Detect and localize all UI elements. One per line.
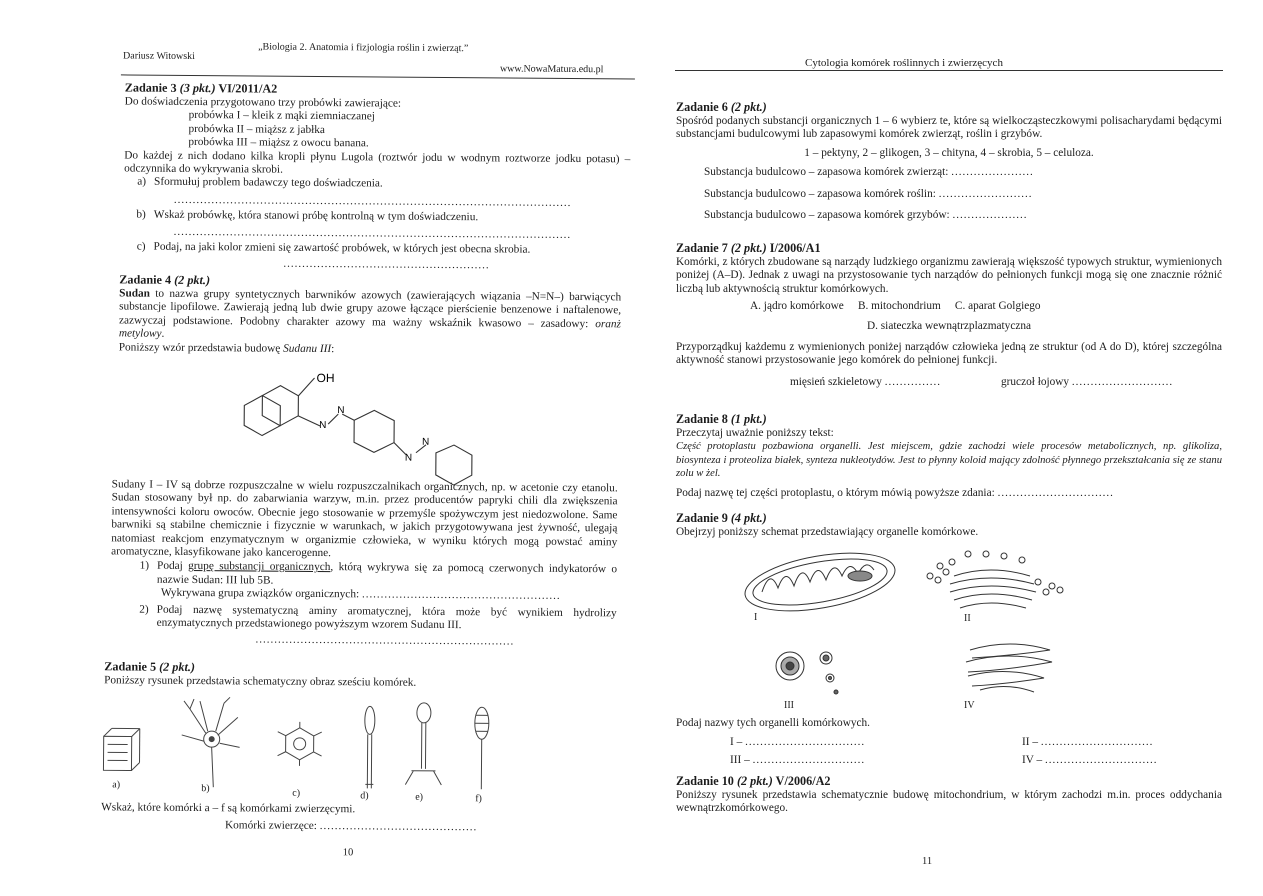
cell-label-a: a) bbox=[112, 779, 120, 790]
task-5 bbox=[104, 659, 610, 691]
cell-label-d: d) bbox=[360, 790, 368, 801]
organelle-label-i: I bbox=[754, 612, 757, 623]
answer-line[interactable]: ....................................................... bbox=[123, 256, 629, 272]
task-8 bbox=[676, 412, 1222, 500]
answer-row: Substancja budulcowo – zapasowa komórek roślin: ......................... bbox=[676, 188, 1222, 201]
header-website: www.NowaMatura.edu.pl bbox=[500, 63, 604, 75]
cell-label-e: e) bbox=[415, 792, 423, 803]
organelle-label-iv: IV bbox=[964, 700, 975, 711]
tube-1: probówka I – kleik z mąki ziemniaczanej bbox=[125, 109, 631, 126]
answer-prompt: Komórki zwierzęce: .......................................... bbox=[101, 819, 607, 836]
bond bbox=[298, 416, 320, 426]
question-1: 1) Podaj grupę substancji organicznych, którą wykrywa się za pomocą czerwonych indykatorów o nazwie Sudan: III lub 5B. bbox=[111, 560, 617, 591]
task-intro: Przeczytaj uważnie poniższy tekst: bbox=[676, 427, 1222, 440]
task-title: Zadanie 3 (3 pkt.) VI/2011/A2 bbox=[125, 80, 631, 99]
answer-row: Substancja budulcowo – zapasowa komórek grzybów: .................... bbox=[676, 209, 1222, 222]
answer-line[interactable]: .......................................................................................................... bbox=[124, 226, 630, 242]
answer-line[interactable]: ........................... bbox=[1072, 376, 1173, 388]
task-text: Spośród podanych substancji organicznych 1 – 6 wybierz te, które są wielkocząsteczkowymi polisacharydami będącymi substancjami budulcowymi lub zapasowymi komórek zwierząt, roślin i grzybów. bbox=[676, 115, 1222, 142]
oh-label: OH bbox=[316, 371, 334, 385]
task-9-question bbox=[676, 717, 1222, 767]
bond bbox=[298, 378, 314, 396]
cell-d bbox=[364, 706, 375, 788]
organelle-label-iii: III bbox=[784, 700, 794, 711]
answer-line[interactable]: ............... bbox=[885, 376, 941, 388]
task-question: Przyporządkuj każdemu z wymienionych poniżej narządów człowieka jedną ze struktur (od A do D), której szczególna aktywność stanowi przystosowanie jego komórek do pełnionej funkcji. bbox=[676, 341, 1222, 368]
task-9 bbox=[676, 511, 1222, 539]
cell-b-neuron bbox=[181, 697, 240, 787]
task-text: Komórki, z których zbudowane są narządy ludzkiego organizmu zawierają większość typowych struktur, wymienionych poniżej (A–D). Jednak z uwagi na przystosowanie tych narządów do pełnionych funkcji mogą się one znacznie różnić liczbą lub aktywnością struktur komórkowych. bbox=[676, 256, 1222, 296]
organ-row: mięsień szkieletowy ............... gruczoł łojowy ........................... bbox=[676, 376, 1222, 389]
sudan-iii-structure bbox=[250, 367, 491, 489]
task-quote: Część protoplastu pozbawiona organelli. Jest miejscem, gdzie zachodzi wiele procesów metabolicznych, np. glikoliza, biosynteza i proteoliza białek, synteza nukleotydów. Jest to płynny koloid mający zdolność płynnego przekształcania się ze stanu zolu w żel. bbox=[676, 440, 1222, 480]
cell-label-f: f) bbox=[475, 793, 482, 804]
task-7 bbox=[676, 241, 1222, 389]
task-question: Podaj nazwy tych organelli komórkowych. bbox=[676, 717, 1222, 730]
options-row: A. jądro komórkowe B. mitochondrium C. aparat Golgiego bbox=[676, 300, 1222, 313]
header-rule bbox=[121, 74, 635, 79]
nitrogen-label: N bbox=[422, 437, 429, 448]
answer-row: Substancja budulcowo – zapasowa komórek zwierząt: ...................... bbox=[676, 166, 1222, 179]
task-6 bbox=[676, 100, 1222, 222]
header-author: Dariusz Witowski bbox=[123, 50, 195, 62]
answer-line[interactable]: .............................. bbox=[753, 754, 866, 766]
tube-3: probówka III – miąższ z owocu banana. bbox=[124, 136, 630, 153]
substance-list: 1 – pektyny, 2 – glikogen, 3 – chityna, 4 – skrobia, 5 – celuloza. bbox=[676, 147, 1222, 160]
nitrogen-label: N bbox=[319, 420, 326, 431]
answer-line[interactable]: ...................... bbox=[951, 166, 1034, 178]
answer-line[interactable]: ................................ bbox=[745, 736, 865, 748]
task-title: Zadanie 8 (1 pkt.) bbox=[676, 412, 1222, 427]
cell-label-b: b) bbox=[201, 783, 209, 794]
header-rule bbox=[675, 70, 1223, 71]
task-title: Zadanie 9 (4 pkt.) bbox=[676, 511, 1222, 526]
task-title: Zadanie 10 (2 pkt.) V/2006/A2 bbox=[676, 774, 1222, 789]
page-number: 11 bbox=[922, 856, 932, 867]
right-page bbox=[640, 0, 1263, 893]
task-question: Wskaż, które komórki a – f są komórkami zwierzęcymi. bbox=[101, 801, 607, 818]
task-title: Zadanie 6 (2 pkt.) bbox=[676, 100, 1222, 115]
organelle-label-ii: II bbox=[964, 613, 971, 624]
answer-line[interactable]: ..................................................... bbox=[362, 589, 561, 603]
question-c: c) Podaj, na jaki kolor zmieni się zawartość probówek, w których jest obecna skrobia. bbox=[124, 241, 630, 258]
answer-row: Podaj nazwę tej części protoplastu, o którym mówią powyższe zdania: ............................... bbox=[676, 487, 1222, 500]
header-book-title: „Biologia 2. Anatomia i fizjologia roślin i zwierząt.” bbox=[258, 42, 468, 55]
task-paragraph: Poniższy wzór przedstawia budowę Sudanu III: bbox=[119, 341, 621, 358]
answer-row: I – ................................ II – .............................. bbox=[676, 736, 1222, 749]
cell-e bbox=[405, 703, 442, 785]
task-description: Do każdej z nich dodano kilka kropli płynu Lugola (roztwór jodu w wodnym roztworze jodku potasu) – odczynnika do wykrywania skrobi. bbox=[124, 149, 630, 180]
answer-line[interactable]: ..................................................................... bbox=[110, 633, 616, 649]
task-4 bbox=[119, 272, 622, 358]
nitrogen-label: N bbox=[337, 405, 344, 416]
task-title: Zadanie 4 (2 pkt.) bbox=[119, 272, 621, 291]
answer-line[interactable]: ............................... bbox=[998, 487, 1114, 499]
answer-line[interactable]: .................... bbox=[952, 209, 1027, 221]
task-5-question bbox=[101, 801, 607, 836]
task-paragraph: Sudan to nazwa grupy syntetycznych barwników azowych (zawierających wiązania –N=N–) barwiących substancje lipofilowe. Zawierają jedną lub dwie grupy azowe łączące pierścienie benzenowe i naftalenowe, zazwyczaj podstawione. Podobny charakter azowy ma ważny wskaźnik kwasowo – zasadowy: oranż metylowy. bbox=[119, 287, 621, 345]
cell-f bbox=[474, 707, 489, 789]
answer-line[interactable]: ......................... bbox=[939, 188, 1033, 200]
mitochondrion-drawing bbox=[741, 543, 900, 621]
task-title: Zadanie 5 (2 pkt.) bbox=[104, 659, 610, 678]
cell-label-c: c) bbox=[292, 788, 300, 799]
task-text: Poniższy rysunek przedstawia schematycznie budowę mitochondrium, w którym zachodzi m.in. proces oddychania wewnątrzkomórkowego. bbox=[676, 789, 1222, 816]
question-b: b) Wskaż probówkę, która stanowi próbę kontrolną w tym doświadczeniu. bbox=[124, 208, 630, 225]
task-intro: Poniższy rysunek przedstawia schematyczny obraz sześciu komórek. bbox=[104, 674, 610, 691]
benzene-ring-2 bbox=[436, 445, 472, 485]
task-4-continued bbox=[110, 478, 617, 648]
page-number: 10 bbox=[343, 847, 354, 858]
tube-2: probówka II – miąższ z jabłka bbox=[124, 122, 630, 139]
benzene-ring-1 bbox=[354, 410, 394, 452]
option-d: D. siateczka wewnątrzplazmatyczna bbox=[676, 320, 1222, 333]
task-title: Zadanie 7 (2 pkt.) I/2006/A1 bbox=[676, 241, 1222, 256]
golgi-drawing bbox=[927, 551, 1063, 608]
task-intro: Do doświadczenia przygotowano trzy probówki zawierające: bbox=[125, 95, 631, 112]
cell-a bbox=[103, 728, 139, 770]
answer-row: III – .............................. IV – .............................. bbox=[676, 754, 1222, 767]
endoplasmic-reticulum-drawing bbox=[966, 644, 1052, 692]
answer-line[interactable]: .......................................... bbox=[320, 820, 478, 833]
answer-line[interactable]: .............................. bbox=[1045, 754, 1158, 766]
cell-c bbox=[277, 722, 321, 766]
task-10 bbox=[676, 774, 1222, 816]
answer-prompt: Wykrywana grupa związków organicznych: ..................................................... bbox=[111, 587, 617, 604]
task-intro: Obejrzyj poniższy schemat przedstawiający organelle komórkowe. bbox=[676, 526, 1222, 539]
task-3 bbox=[123, 80, 630, 272]
nucleus-drawing bbox=[776, 652, 838, 694]
task-paragraph: Sudany I – IV są dobrze rozpuszczalne w wielu rozpuszczalnikach organicznych, np. w acetonie czy etanolu. Sudan stosowany był np. do zabarwiania warzyw, m.in. przez producentów papryki chili dla zwiększenia intensywności koloru owoców. Obecnie jego stosowanie w przemyśle spożywczym jest niedozwolone. Same barwniki są stabilne chemicznie i fizycznie w warunkach, w jakich przygotowywana jest żywność, ulegają natomiast reakcjom enzymatycznym w organizmie człowieka, w wyniku których mogą powstać aminy aromatyczne, klasyfikowane jako kancerogenne. bbox=[111, 478, 618, 562]
organelles-figure bbox=[740, 546, 1070, 696]
question-a: a) Sformułuj problem badawczy tego doświadczenia. bbox=[124, 176, 630, 193]
header-chapter-title: Cytologia komórek roślinnych i zwierzęcych bbox=[805, 57, 1003, 69]
answer-line[interactable]: .......................................................................................................... bbox=[124, 193, 630, 209]
question-2: 2) Podaj nazwę systematyczną aminy aromatycznej, która może być wynikiem hydrolizy enzymatycznych przedstawionego powyższym wzorem Sudanu III. bbox=[111, 603, 617, 634]
answer-line[interactable]: .............................. bbox=[1041, 736, 1154, 748]
six-cells-figure bbox=[101, 696, 502, 799]
nitrogen-label: N bbox=[405, 453, 412, 464]
